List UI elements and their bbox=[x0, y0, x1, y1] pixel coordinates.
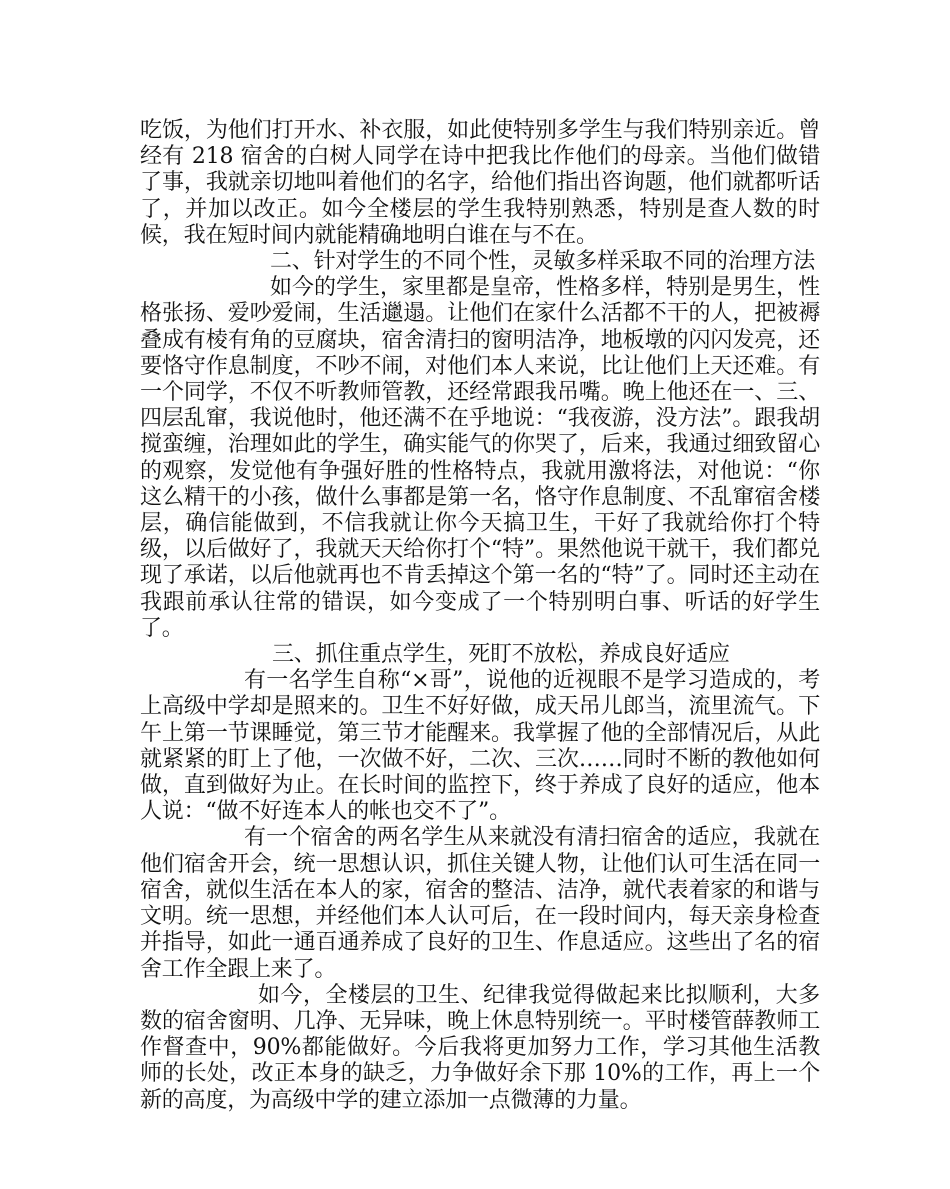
paragraph-conclusion: 如今，全楼层的卫生、纪律我觉得做起来比拟顺利，大多数的宿舍窗明、几净、无异味，晚上休息特别统一。平时楼管薛教师工作督查中，90%都能做好。今后我将更加努力工作，学习其他生活教师的长处，改正本身的缺乏，力争做好余下那 10%的工作，再上一个新的高度，为高级中学的建立添加一点微薄的力量。 bbox=[140, 982, 820, 1113]
section-heading-3: 三、抓住重点学生，死盯不放松，养成良好适应 bbox=[272, 642, 730, 668]
paragraph-continued: 吃饭，为他们打开水、补衣服，如此使特别多学生与我们特别亲近。曾经有 218 宿舍的白树人同学在诗中把我比作他们的母亲。当他们做错了事，我就亲切地叫着他们的名字，给他们指出咨询题，他们就都听话了，并加以改正。如今全楼层的学生我特别熟悉，特别是查人数的时候，我在短时间内就能精确地明白谁在与不在。 bbox=[140, 118, 820, 248]
document-body bbox=[140, 118, 820, 1114]
section-heading-2: 二、针对学生的不同个性，灵敏多样采取不同的治理方法 bbox=[270, 249, 816, 275]
paragraph-section-3a: 有一名学生自称“×哥”，说他的近视眼不是学习造成的，考上高级中学却是照来的。卫生不好好做，成天吊儿郎当，流里流气。下午上第一节课睡觉，第三节才能醒来。我掌握了他的全部情况后，从此就紧紧的盯上了他，一次做不好，二次、三次……同时不断的教他如何做，直到做好为止。在长时间的监控下，终于养成了良好的适应，他本人说：“做不好连本人的帐也交不了”。 bbox=[140, 668, 820, 825]
paragraph-section-2: 如今的学生，家里都是皇帝，性格多样，特别是男生，性格张扬、爱吵爱闹，生活邋遢。让他们在家什么活都不干的人，把被褥叠成有棱有角的豆腐块，宿舍清扫的窗明洁净，地板墩的闪闪发亮，还要恪守作息制度，不吵不闹，对他们本人来说，比让他们上天还难。有一个同学，不仅不听教师管教，还经常跟我吊嘴。晚上他还在一、三、四层乱窜，我说他时，他还满不在乎地说：“我夜游，没方法”。跟我胡搅蛮缠，治理如此的学生，确实能气的你哭了，后来，我通过细致留心的观察，发觉他有争强好胜的性格特点，我就用激将法，对他说：“你这么精干的小孩，做什么事都是第一名，恪守作息制度、不乱窜宿舍楼层，确信能做到，不信我就让你今天搞卫生，干好了我就给你打个特级，以后做好了，我就天天给你打个“特”。果然他说干就干，我们都兑现了承诺，以后他就再也不肯丢掉这个第一名的“特”了。同时还主动在我跟前承认往常的错误，如今变成了一个特别明白事、听话的好学生了。 bbox=[140, 275, 820, 641]
paragraph-section-3b: 有一个宿舍的两名学生从来就没有清扫宿舍的适应，我就在他们宿舍开会，统一思想认识，抓住关键人物，让他们认可生活在同一宿舍，就似生活在本人的家，宿舍的整洁、洁净，就代表着家的和谐与文明。统一思想，并经他们本人认可后，在一段时间内，每天亲身检查并指导，如此一通百通养成了良好的卫生、作息适应。这些出了名的宿舍工作全跟上来了。 bbox=[140, 825, 820, 982]
